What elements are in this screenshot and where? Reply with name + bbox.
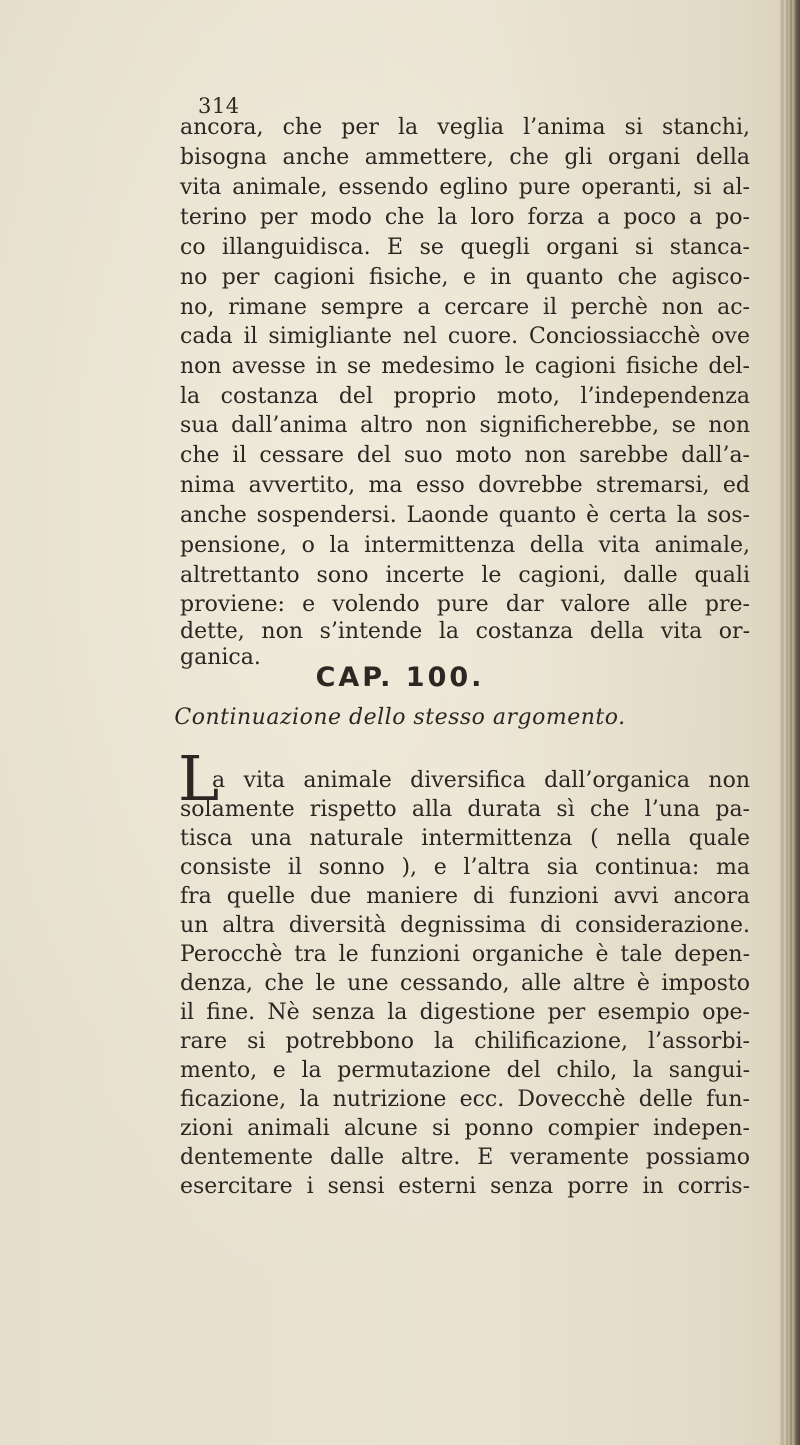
paragraph1-line-10: la costanza del proprio moto, l’independenza: [180, 384, 750, 409]
chapter-title: Continuazione dello stesso argomento.: [174, 705, 626, 730]
paragraph2-line-14: dentemente dalle altre. E veramente possiamo: [180, 1145, 750, 1170]
paragraph2-line-12: ficazione, la nutrizione ecc. Dovecchè delle fun-: [180, 1087, 750, 1112]
paragraph1-line-8: cada il simigliante nel cuore. Conciossiacchè ove: [180, 324, 750, 349]
paragraph2-line-13: zioni animali alcune si ponno compier indepen-: [180, 1116, 750, 1141]
page-number: 314: [198, 94, 240, 118]
paragraph1-line-7: no, rimane sempre a cercare il perchè non ac-: [180, 295, 750, 320]
paragraph1-line-2: bisogna anche ammettere, che gli organi della: [180, 145, 750, 170]
paragraph1-line-13: nima avvertito, ma esso dovrebbe stremarsi, ed: [180, 473, 750, 498]
paragraph1-line-3: vita animale, essendo eglino pure operanti, si al-: [180, 175, 750, 200]
paragraph2-line-7: Perocchè tra le funzioni organiche è tale depen-: [180, 942, 750, 967]
paragraph1-line-12: che il cessare del suo moto non sarebbe dall’a-: [180, 443, 750, 468]
paragraph1-line-1: ancora, che per la veglia l’anima si stanchi,: [180, 115, 750, 140]
paragraph2-line-1: a vita animale diversifica dall’organica non: [212, 768, 750, 793]
paragraph1-line-17: proviene: e volendo pure dar valore alle pre-: [180, 592, 750, 617]
paragraph2-line-15: esercitare i sensi esterni senza porre in corris-: [180, 1174, 750, 1199]
paragraph1-line-5: co illanguidisca. E se quegli organi si stanca-: [180, 235, 750, 260]
paragraph2-line-4: consiste il sonno ), e l’altra sia continua: ma: [180, 855, 750, 880]
paragraph2-line-2: solamente rispetto alla durata sì che l’una pa-: [180, 797, 750, 822]
paragraph1-line-15: pensione, o la intermittenza della vita animale,: [180, 533, 750, 558]
paragraph2-line-10: rare si potrebbono la chilificazione, l’assorbi-: [180, 1029, 750, 1054]
paragraph2-line-11: mento, e la permutazione del chilo, la sangui-: [180, 1058, 750, 1083]
paragraph2-line-5: fra quelle due maniere di funzioni avvi ancora: [180, 884, 750, 909]
paragraph1-line-19: ganica.: [180, 645, 261, 670]
paragraph2-line-8: denza, che le une cessando, alle altre è imposto: [180, 971, 750, 996]
paragraph1-line-11: sua dall’anima altro non significherebbe, se non: [180, 413, 750, 438]
paragraph1-line-18: dette, non s’intende la costanza della vita or-: [180, 619, 750, 644]
paragraph1-line-16: altrettanto sono incerte le cagioni, dalle quali: [180, 563, 750, 588]
chapter-heading: CAP. 100.: [315, 662, 485, 693]
paragraph1-line-4: terino per modo che la loro forza a poco a po-: [180, 205, 750, 230]
paragraph2-line-6: un altra diversità degnissima di considerazione.: [180, 913, 750, 938]
paragraph1-line-14: anche sospendersi. Laonde quanto è certa la sos-: [180, 503, 750, 528]
paragraph2-line-3: tisca una naturale intermittenza ( nella quale: [180, 826, 750, 851]
paragraph2-line-9: il fine. Nè senza la digestione per esempio ope-: [180, 1000, 750, 1025]
paragraph1-line-9: non avesse in se medesimo le cagioni fisiche del-: [180, 354, 750, 379]
paragraph1-line-6: no per cagioni fisiche, e in quanto che agisco-: [180, 265, 750, 290]
drop-cap: L: [178, 742, 220, 815]
